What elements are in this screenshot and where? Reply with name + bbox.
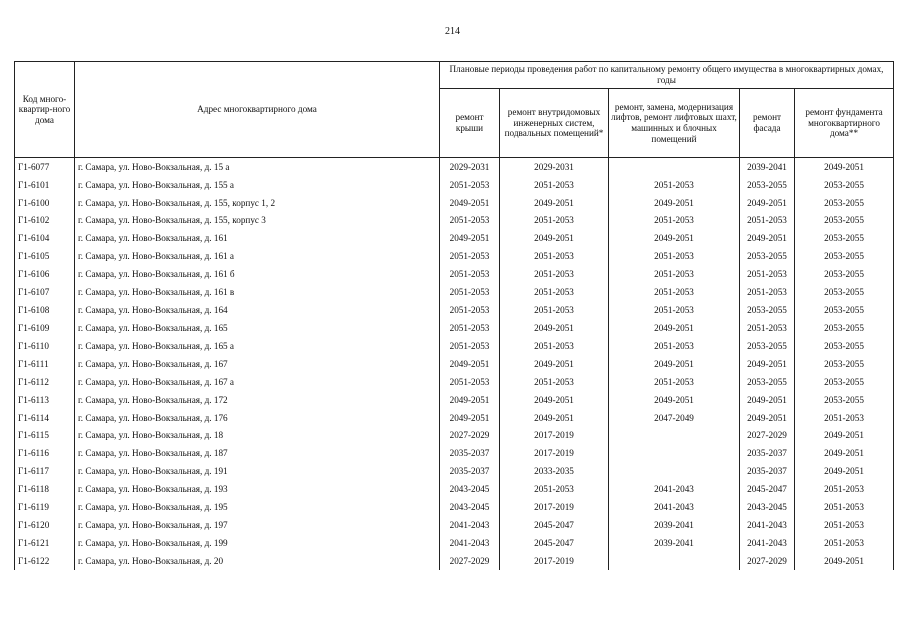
cell-address: г. Самара, ул. Ново-Вокзальная, д. 161 б (75, 266, 440, 284)
table-row (15, 391, 894, 409)
header-periods-group: Плановые периоды проведения работ по капитальному ремонту общего имущества в многоквартирных домах, годы (440, 62, 894, 89)
cell-roof: 2049-2051 (440, 409, 500, 427)
table-row (15, 534, 894, 552)
cell-code: Г1-6110 (15, 337, 75, 355)
cell-systems: 2049-2051 (500, 409, 609, 427)
cell-roof: 2027-2029 (440, 552, 500, 570)
cell-facade: 2049-2051 (740, 391, 795, 409)
table-row (15, 355, 894, 373)
table-row (15, 230, 894, 248)
header-roof: ремонт крыши (440, 89, 500, 158)
cell-facade: 2049-2051 (740, 355, 795, 373)
cell-code: Г1-6100 (15, 194, 75, 212)
cell-lifts: 2041-2043 (609, 481, 740, 499)
table-row (15, 427, 894, 445)
cell-foundation: 2051-2053 (795, 481, 894, 499)
table-row (15, 516, 894, 534)
cell-code: Г1-6109 (15, 319, 75, 337)
table-row (15, 212, 894, 230)
table-row (15, 176, 894, 194)
cell-lifts (609, 427, 740, 445)
cell-code: Г1-6108 (15, 301, 75, 319)
cell-code: Г1-6104 (15, 230, 75, 248)
table-row (15, 194, 894, 212)
cell-lifts: 2049-2051 (609, 319, 740, 337)
cell-code: Г1-6116 (15, 445, 75, 463)
cell-address: г. Самара, ул. Ново-Вокзальная, д. 15 а (75, 158, 440, 176)
cell-facade: 2035-2037 (740, 463, 795, 481)
cell-facade: 2053-2055 (740, 337, 795, 355)
cell-foundation: 2051-2053 (795, 499, 894, 517)
cell-facade: 2051-2053 (740, 212, 795, 230)
cell-address: г. Самара, ул. Ново-Вокзальная, д. 161 в (75, 283, 440, 301)
cell-foundation: 2053-2055 (795, 283, 894, 301)
cell-code: Г1-6118 (15, 481, 75, 499)
table-row (15, 373, 894, 391)
cell-roof: 2049-2051 (440, 194, 500, 212)
cell-systems: 2051-2053 (500, 337, 609, 355)
cell-roof: 2051-2053 (440, 176, 500, 194)
cell-roof: 2035-2037 (440, 463, 500, 481)
cell-facade: 2039-2041 (740, 158, 795, 176)
cell-systems: 2051-2053 (500, 266, 609, 284)
cell-address: г. Самара, ул. Ново-Вокзальная, д. 164 (75, 301, 440, 319)
cell-foundation: 2053-2055 (795, 230, 894, 248)
cell-facade: 2041-2043 (740, 534, 795, 552)
cell-address: г. Самара, ул. Ново-Вокзальная, д. 187 (75, 445, 440, 463)
cell-roof: 2049-2051 (440, 230, 500, 248)
cell-code: Г1-6112 (15, 373, 75, 391)
cell-systems: 2049-2051 (500, 355, 609, 373)
table-row (15, 283, 894, 301)
cell-facade: 2053-2055 (740, 248, 795, 266)
cell-systems: 2029-2031 (500, 158, 609, 176)
table-row (15, 248, 894, 266)
cell-address: г. Самара, ул. Ново-Вокзальная, д. 195 (75, 499, 440, 517)
table-body (15, 158, 894, 571)
header-facade: ремонт фасада (740, 89, 795, 158)
cell-lifts: 2049-2051 (609, 230, 740, 248)
cell-foundation: 2053-2055 (795, 194, 894, 212)
cell-roof: 2051-2053 (440, 337, 500, 355)
table-row (15, 552, 894, 570)
cell-roof: 2051-2053 (440, 283, 500, 301)
cell-address: г. Самара, ул. Ново-Вокзальная, д. 167 (75, 355, 440, 373)
cell-roof: 2051-2053 (440, 373, 500, 391)
cell-code: Г1-6101 (15, 176, 75, 194)
cell-facade: 2027-2029 (740, 552, 795, 570)
cell-lifts: 2049-2051 (609, 194, 740, 212)
header-code: Код много-квартир-ного дома (15, 62, 75, 158)
cell-foundation: 2051-2053 (795, 516, 894, 534)
cell-address: г. Самара, ул. Ново-Вокзальная, д. 191 (75, 463, 440, 481)
cell-facade: 2053-2055 (740, 176, 795, 194)
cell-roof: 2049-2051 (440, 355, 500, 373)
cell-systems: 2051-2053 (500, 248, 609, 266)
cell-address: г. Самара, ул. Ново-Вокзальная, д. 155 а (75, 176, 440, 194)
cell-systems: 2051-2053 (500, 212, 609, 230)
cell-code: Г1-6113 (15, 391, 75, 409)
cell-address: г. Самара, ул. Ново-Вокзальная, д. 197 (75, 516, 440, 534)
cell-facade: 2043-2045 (740, 499, 795, 517)
cell-roof: 2043-2045 (440, 481, 500, 499)
cell-address: г. Самара, ул. Ново-Вокзальная, д. 161 а (75, 248, 440, 266)
cell-code: Г1-6107 (15, 283, 75, 301)
table-row (15, 445, 894, 463)
cell-lifts (609, 158, 740, 176)
cell-foundation: 2053-2055 (795, 355, 894, 373)
cell-facade: 2049-2051 (740, 409, 795, 427)
table-row (15, 481, 894, 499)
cell-foundation: 2049-2051 (795, 445, 894, 463)
cell-facade: 2027-2029 (740, 427, 795, 445)
cell-address: г. Самара, ул. Ново-Вокзальная, д. 172 (75, 391, 440, 409)
cell-address: г. Самара, ул. Ново-Вокзальная, д. 165 (75, 319, 440, 337)
cell-systems: 2045-2047 (500, 534, 609, 552)
cell-code: Г1-6120 (15, 516, 75, 534)
cell-address: г. Самара, ул. Ново-Вокзальная, д. 155, корпус 1, 2 (75, 194, 440, 212)
cell-lifts: 2047-2049 (609, 409, 740, 427)
cell-lifts: 2051-2053 (609, 283, 740, 301)
cell-systems: 2051-2053 (500, 373, 609, 391)
cell-lifts: 2051-2053 (609, 212, 740, 230)
table-row (15, 266, 894, 284)
cell-code: Г1-6114 (15, 409, 75, 427)
cell-lifts (609, 463, 740, 481)
cell-code: Г1-6119 (15, 499, 75, 517)
cell-foundation: 2049-2051 (795, 552, 894, 570)
cell-foundation: 2053-2055 (795, 301, 894, 319)
cell-roof: 2051-2053 (440, 212, 500, 230)
cell-roof: 2051-2053 (440, 319, 500, 337)
cell-foundation: 2049-2051 (795, 158, 894, 176)
cell-facade: 2041-2043 (740, 516, 795, 534)
cell-systems: 2051-2053 (500, 176, 609, 194)
cell-lifts: 2051-2053 (609, 176, 740, 194)
cell-lifts (609, 445, 740, 463)
table-row (15, 301, 894, 319)
cell-foundation: 2051-2053 (795, 409, 894, 427)
cell-address: г. Самара, ул. Ново-Вокзальная, д. 161 (75, 230, 440, 248)
cell-foundation: 2053-2055 (795, 212, 894, 230)
cell-lifts: 2049-2051 (609, 391, 740, 409)
cell-code: Г1-6102 (15, 212, 75, 230)
cell-systems: 2017-2019 (500, 427, 609, 445)
cell-code: Г1-6077 (15, 158, 75, 176)
cell-facade: 2045-2047 (740, 481, 795, 499)
cell-foundation: 2053-2055 (795, 337, 894, 355)
page-number: 214 (445, 26, 460, 37)
cell-systems: 2049-2051 (500, 391, 609, 409)
cell-foundation: 2053-2055 (795, 248, 894, 266)
cell-lifts: 2049-2051 (609, 355, 740, 373)
cell-code: Г1-6117 (15, 463, 75, 481)
cell-foundation: 2053-2055 (795, 176, 894, 194)
cell-systems: 2049-2051 (500, 230, 609, 248)
cell-address: г. Самара, ул. Ново-Вокзальная, д. 193 (75, 481, 440, 499)
cell-foundation: 2049-2051 (795, 427, 894, 445)
cell-facade: 2051-2053 (740, 283, 795, 301)
cell-roof: 2043-2045 (440, 499, 500, 517)
cell-lifts: 2051-2053 (609, 301, 740, 319)
cell-lifts: 2051-2053 (609, 337, 740, 355)
table-row (15, 337, 894, 355)
cell-lifts: 2039-2041 (609, 516, 740, 534)
cell-address: г. Самара, ул. Ново-Вокзальная, д. 176 (75, 409, 440, 427)
table-row (15, 409, 894, 427)
capital-repair-table (14, 61, 894, 570)
cell-address: г. Самара, ул. Ново-Вокзальная, д. 155, корпус 3 (75, 212, 440, 230)
cell-systems: 2017-2019 (500, 499, 609, 517)
cell-lifts (609, 552, 740, 570)
cell-code: Г1-6105 (15, 248, 75, 266)
cell-facade: 2049-2051 (740, 194, 795, 212)
cell-facade: 2053-2055 (740, 301, 795, 319)
cell-code: Г1-6122 (15, 552, 75, 570)
cell-address: г. Самара, ул. Ново-Вокзальная, д. 165 а (75, 337, 440, 355)
cell-address: г. Самара, ул. Ново-Вокзальная, д. 20 (75, 552, 440, 570)
cell-foundation: 2049-2051 (795, 463, 894, 481)
cell-foundation: 2051-2053 (795, 534, 894, 552)
cell-systems: 2033-2035 (500, 463, 609, 481)
cell-lifts: 2051-2053 (609, 266, 740, 284)
table-row (15, 499, 894, 517)
cell-address: г. Самара, ул. Ново-Вокзальная, д. 167 а (75, 373, 440, 391)
table-row (15, 319, 894, 337)
cell-lifts: 2041-2043 (609, 499, 740, 517)
cell-facade: 2051-2053 (740, 266, 795, 284)
cell-address: г. Самара, ул. Ново-Вокзальная, д. 199 (75, 534, 440, 552)
cell-facade: 2051-2053 (740, 319, 795, 337)
cell-facade: 2053-2055 (740, 373, 795, 391)
cell-facade: 2049-2051 (740, 230, 795, 248)
cell-systems: 2017-2019 (500, 445, 609, 463)
cell-lifts: 2039-2041 (609, 534, 740, 552)
cell-facade: 2035-2037 (740, 445, 795, 463)
cell-foundation: 2053-2055 (795, 266, 894, 284)
cell-roof: 2027-2029 (440, 427, 500, 445)
cell-foundation: 2053-2055 (795, 391, 894, 409)
cell-code: Г1-6106 (15, 266, 75, 284)
cell-lifts: 2051-2053 (609, 248, 740, 266)
cell-roof: 2051-2053 (440, 248, 500, 266)
header-address: Адрес многоквартирного дома (75, 62, 440, 158)
cell-roof: 2051-2053 (440, 266, 500, 284)
cell-systems: 2045-2047 (500, 516, 609, 534)
cell-systems: 2051-2053 (500, 283, 609, 301)
cell-roof: 2035-2037 (440, 445, 500, 463)
header-lifts: ремонт, замена, модернизация лифтов, ремонт лифтовых шахт, машинных и блочных помещений (609, 89, 740, 158)
cell-roof: 2041-2043 (440, 534, 500, 552)
cell-roof: 2029-2031 (440, 158, 500, 176)
header-systems: ремонт внутридомовых инженерных систем, подвальных помещений* (500, 89, 609, 158)
cell-roof: 2049-2051 (440, 391, 500, 409)
cell-foundation: 2053-2055 (795, 373, 894, 391)
cell-lifts: 2051-2053 (609, 373, 740, 391)
cell-foundation: 2053-2055 (795, 319, 894, 337)
cell-systems: 2049-2051 (500, 319, 609, 337)
cell-roof: 2041-2043 (440, 516, 500, 534)
cell-roof: 2051-2053 (440, 301, 500, 319)
cell-code: Г1-6115 (15, 427, 75, 445)
cell-code: Г1-6121 (15, 534, 75, 552)
cell-systems: 2049-2051 (500, 194, 609, 212)
cell-systems: 2051-2053 (500, 481, 609, 499)
header-foundation: ремонт фундамента многоквартирного дома** (795, 89, 894, 158)
table-row (15, 158, 894, 176)
table-row (15, 463, 894, 481)
cell-address: г. Самара, ул. Ново-Вокзальная, д. 18 (75, 427, 440, 445)
cell-code: Г1-6111 (15, 355, 75, 373)
cell-systems: 2051-2053 (500, 301, 609, 319)
cell-systems: 2017-2019 (500, 552, 609, 570)
